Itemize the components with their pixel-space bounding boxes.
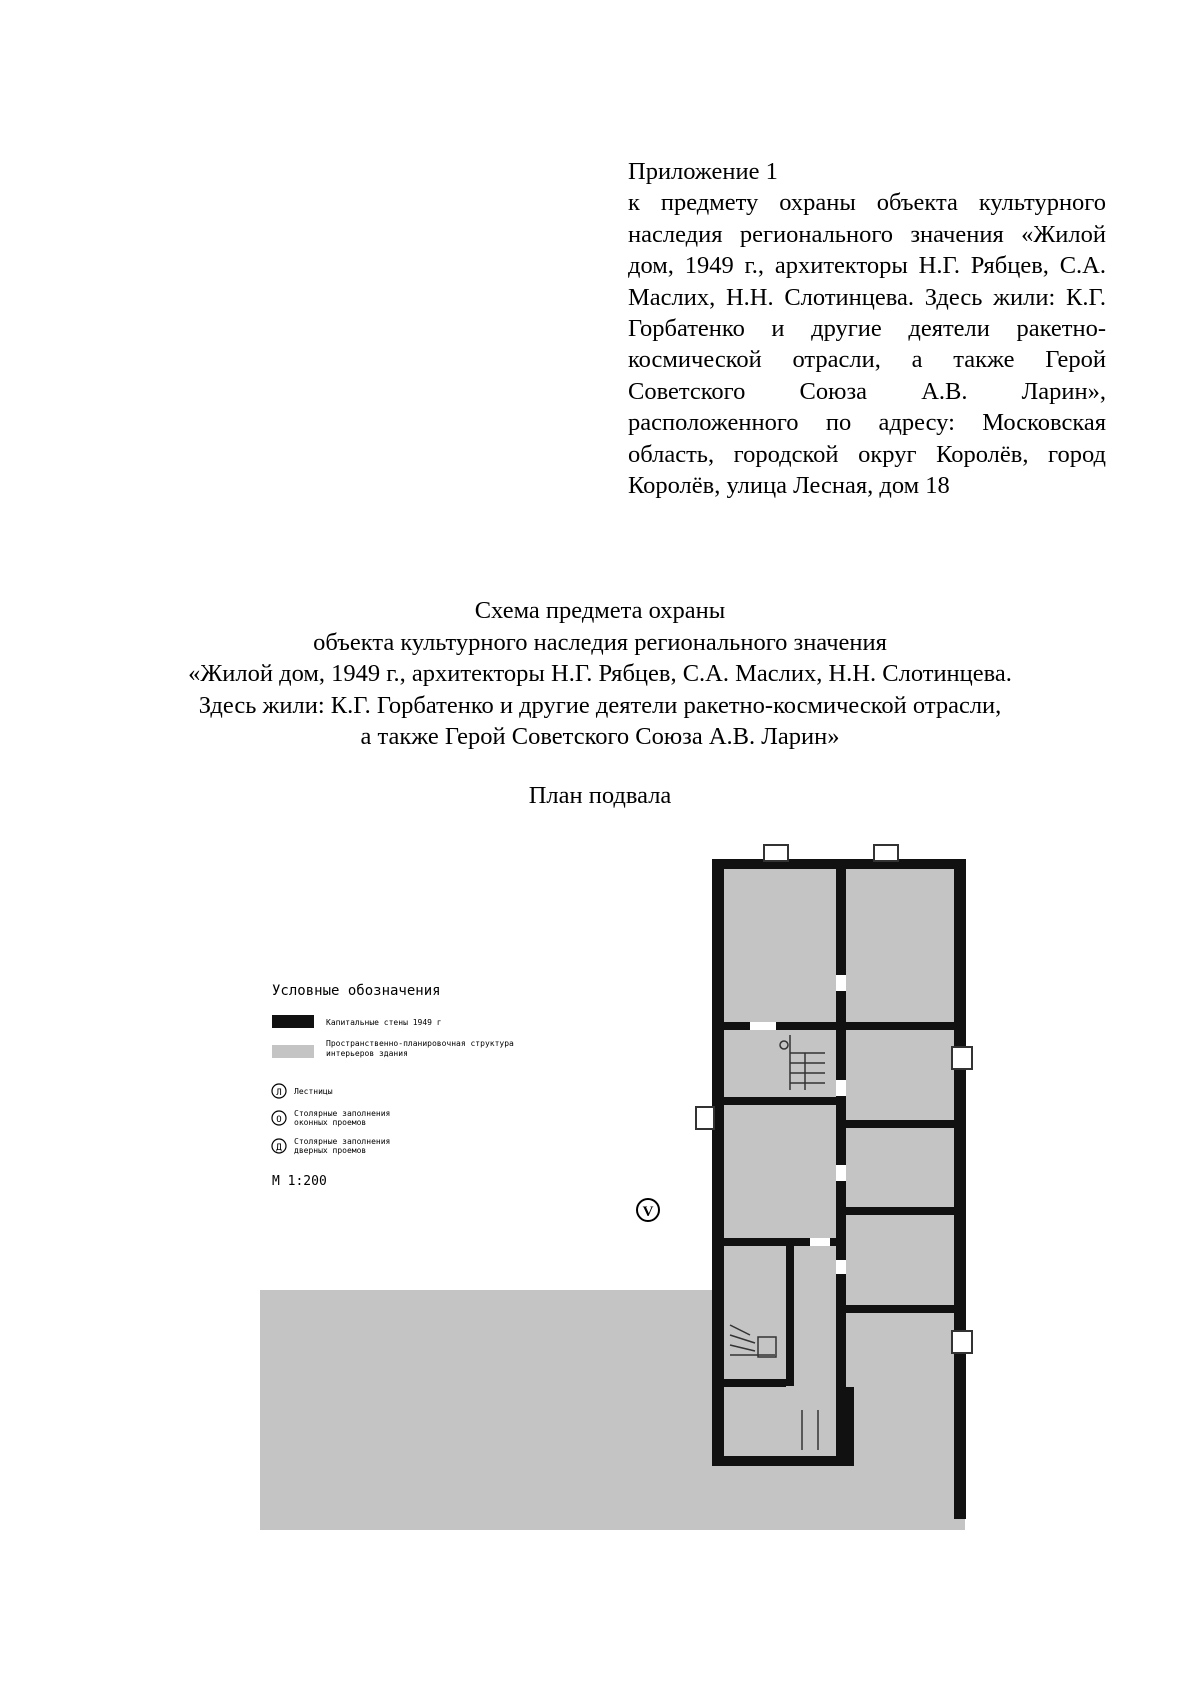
legend-title: Условные обозначения: [272, 983, 441, 999]
legend: [272, 983, 514, 1189]
legend-windows-label: Столярные заполнения: [294, 1109, 391, 1118]
scale-label: М 1:200: [272, 1174, 327, 1189]
stairs-symbol: Л: [276, 1088, 282, 1098]
legend-windows-label-2: оконных проемов: [294, 1118, 367, 1127]
title-line: Схема предмета охраны: [474, 597, 726, 624]
basement-floor-plan: [250, 835, 990, 1555]
door-symbol: Д: [276, 1143, 282, 1153]
plan-title: План подвала: [528, 782, 672, 809]
plan-marker-label: V: [642, 1204, 654, 1220]
scheme-title: [0, 595, 1200, 753]
title-line: «Жилой дом, 1949 г., архитекторы Н.Г. Рябцев, С.А. Маслих, Н.Н. Слотинцева.: [188, 660, 1012, 688]
legend-wall-swatch: [272, 1015, 314, 1028]
title-line: Здесь жили: К.Г. Горбатенко и другие деятели ракетно-космической отрасли,: [198, 691, 1002, 719]
legend-stairs-label: Лестницы: [294, 1087, 333, 1096]
appendix-block: [628, 156, 1106, 501]
legend-doors-label-2: дверных проемов: [294, 1146, 367, 1155]
title-line: а также Герой Советского Союза А.В. Ларин»: [360, 723, 840, 751]
legend-walls-label: Капитальные стены 1949 г: [326, 1018, 442, 1027]
interior-fill: [260, 869, 965, 1530]
window-symbol: О: [276, 1115, 282, 1125]
plan-marker: [637, 1199, 659, 1221]
legend-doors-label: Столярные заполнения: [294, 1137, 391, 1146]
title-line: объекта культурного наследия регионального значения: [313, 628, 887, 656]
appendix-heading: Приложение 1: [628, 158, 778, 185]
legend-structure-label-2: интерьеров здания: [326, 1049, 408, 1058]
legend-structure-swatch: [272, 1045, 314, 1058]
legend-structure-label: Пространственно-планировочная структура: [326, 1039, 514, 1048]
appendix-text: к предмету охраны объекта культурного наследия регионального значения «Жилой дом, 1949 г., архитекторы Н.Г. Рябцев, С.А. Маслих, Н.Н. Слотинцева. Здесь жили: К.Г. Горбатенко и другие деятели ракетно-космической отрасли, а также Герой Советского Союза А.В. Ларин», расположенного по адресу: Московская область, городской округ Королёв, город Королёв, улица Лесная, дом 18: [628, 189, 1106, 500]
